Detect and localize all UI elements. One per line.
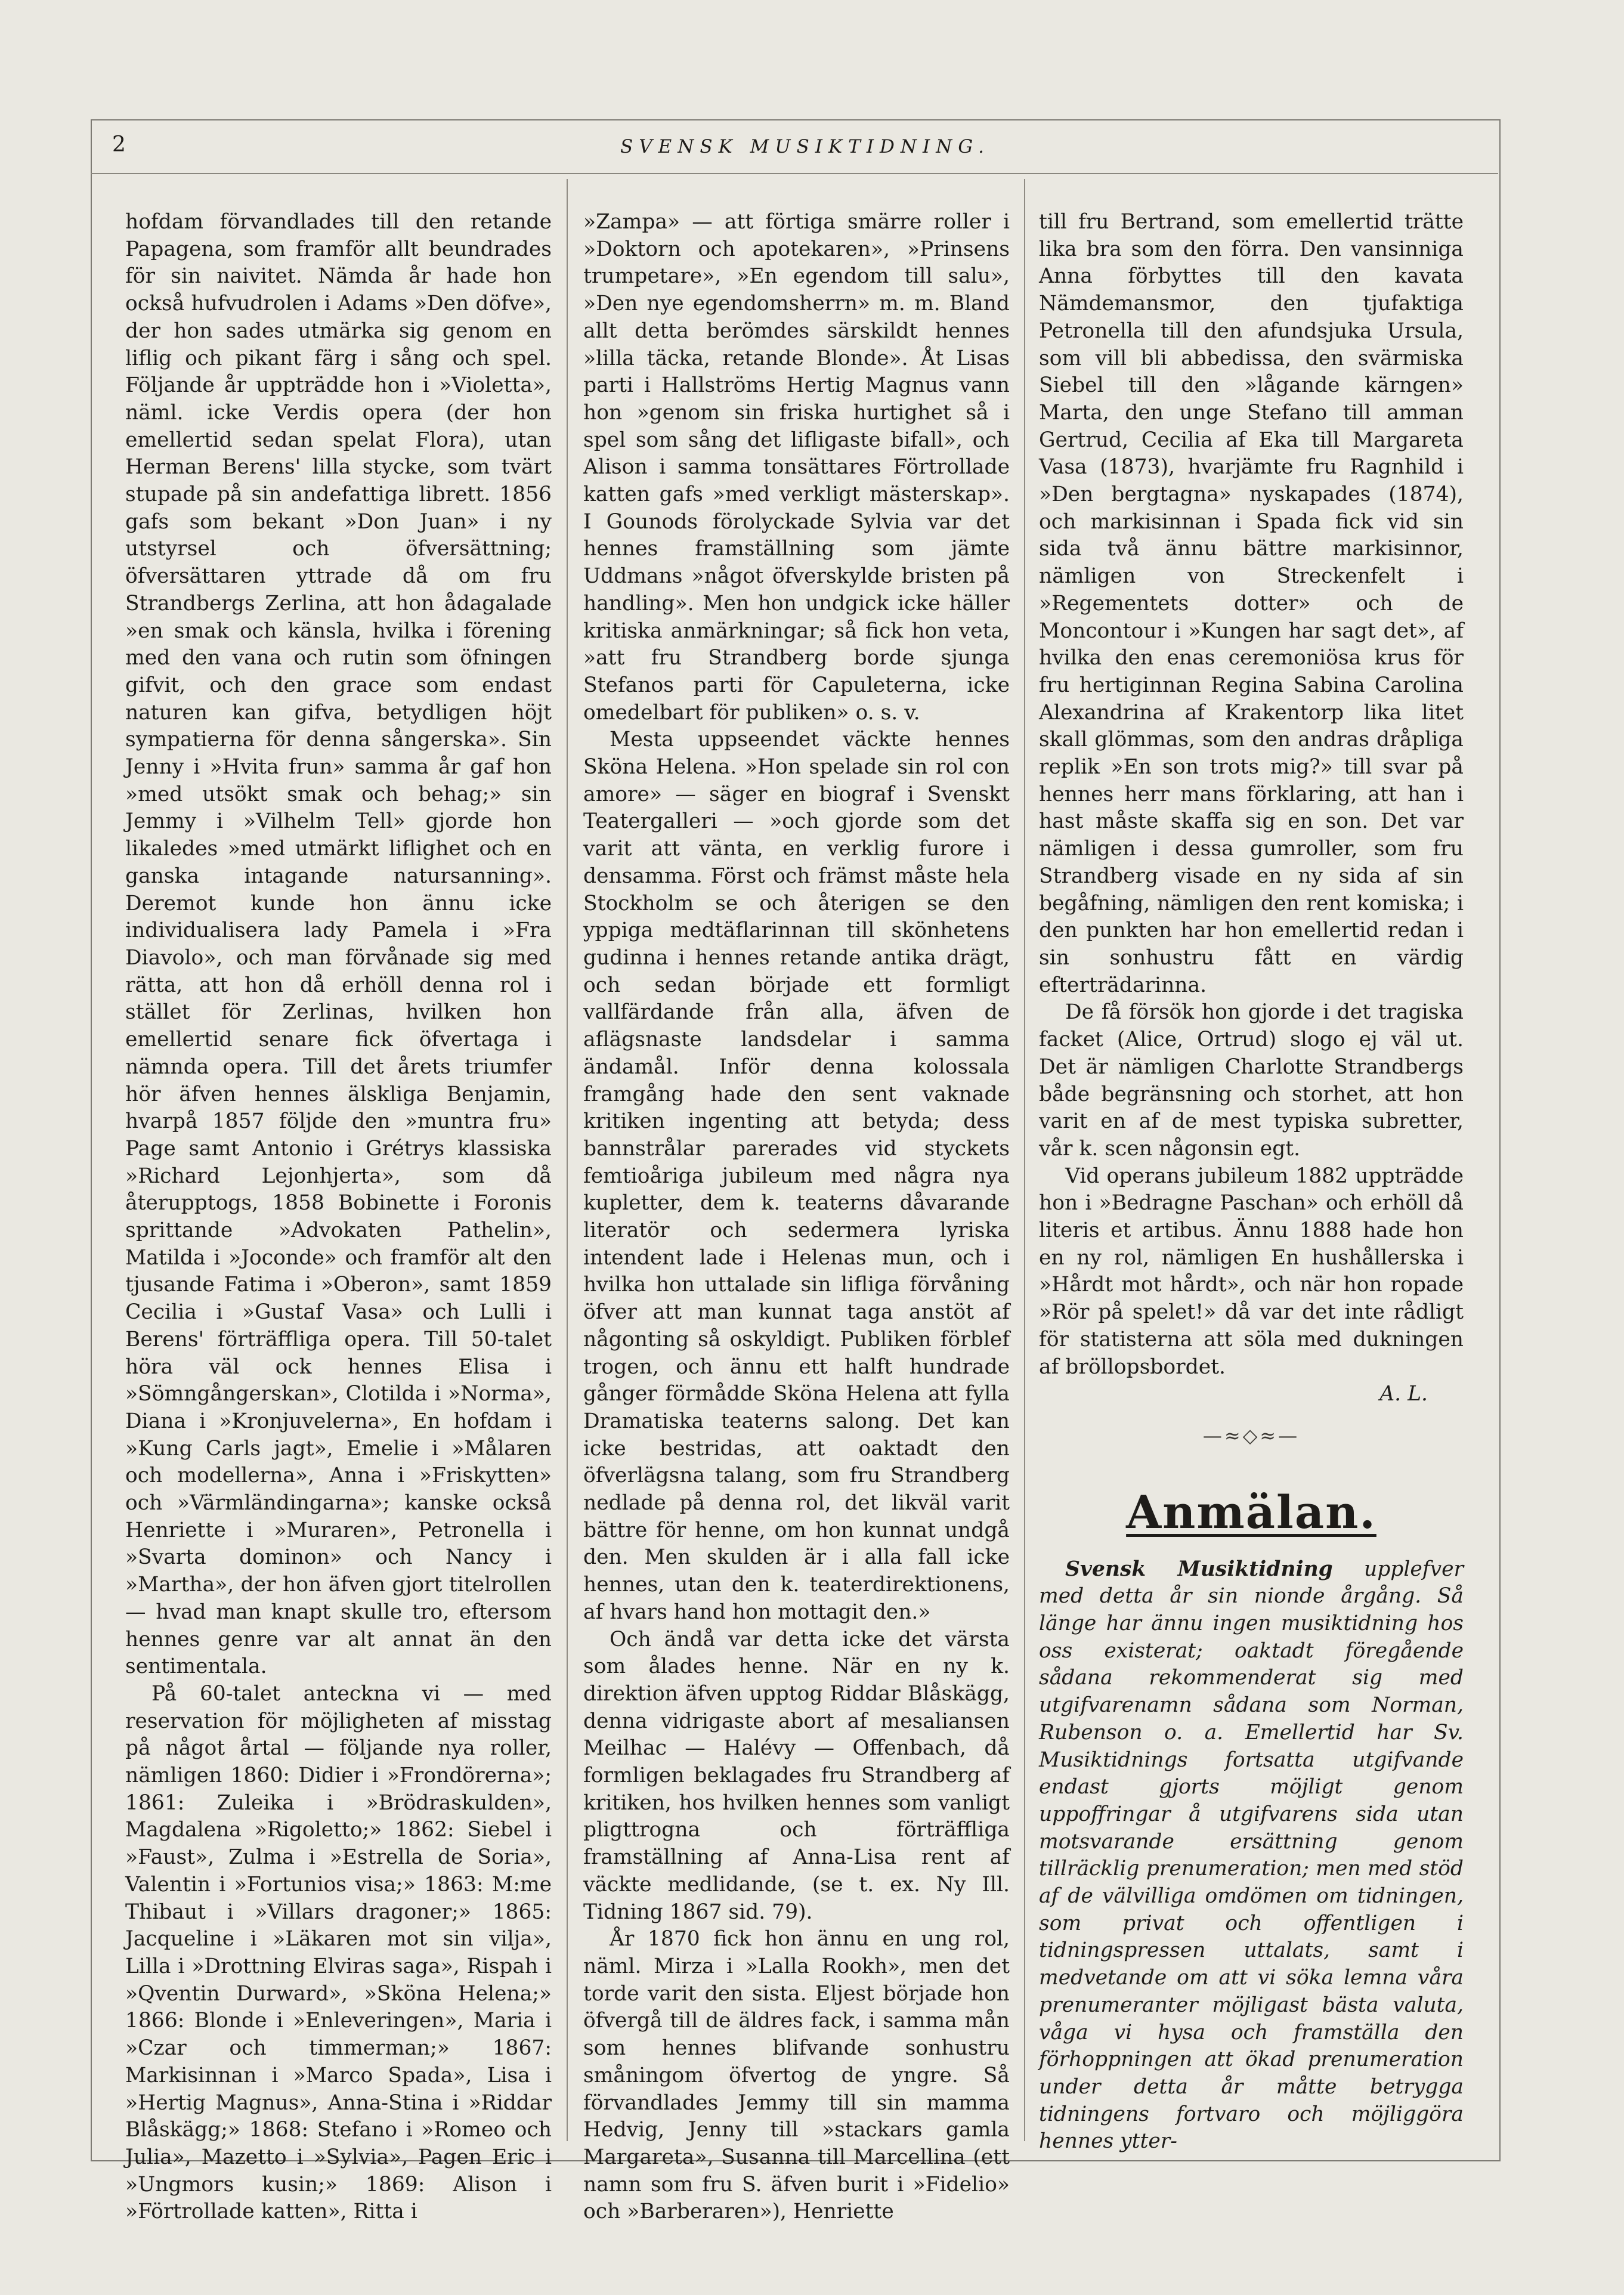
announcement-lead: Svensk Musiktidning xyxy=(1065,1557,1333,1581)
section-ornament: —≈◇≈— xyxy=(1202,1424,1300,1447)
header-rule xyxy=(91,173,1498,174)
column-2 xyxy=(583,209,1010,2224)
announcement-body: upplefver med detta år sin nionde årgång. Så länge har ännu ingen musiktidning hos oss existerat; oaktadt föregående sådana rekommenderat sig med utgifvarenamn sådana som Norman, Rubenson o. a. Emellertid har Sv. Musiktidnings fortsatta utgifvande endast gjorts möjligt genom uppoffringar å utgifvarens sida utan motsvarande ersättning genom tillräcklig prenumeration; men med stöd af de välvilliga omdömen om tidningen, som privat och offentligen i tidningspressen uttalats, samt i medvetande om att vi söka lemna våra prenumeranter möjligast bästa valuta, våga vi hysa och framställa den förhoppningen att ökad prenumeration under detta år måtte betrygga tidningens fortvaro och möjliggöra hennes ytter- xyxy=(1039,1557,1464,2154)
column-divider xyxy=(567,179,568,2141)
column-3 xyxy=(1039,209,1464,2154)
announcement-title: Anmälan. xyxy=(1126,1485,1376,1539)
article-paragraph: Vid operans jubileum 1882 uppträdde hon i »Bedragne Paschan» och erhöll då literis et artibus. Ännu 1888 hade hon en ny rol, nämligen En hushållerska i »Hårdt mot hårdt», och när hon ropade »Rör på spelet!» då var det inte rådligt för statisterna att söla med dukningen af bröllopsbordet. xyxy=(1039,1164,1464,1379)
article-paragraph: hofdam förvandlades till den retande Papagena, som framför allt beundrades för sin naivitet. Nämda år hade hon också hufvudrolen i Adams »Den döfve», der hon sades utmärka sig genom en liflig och pikant färg i sång och spel. Följande år uppträdde hon i »Violetta», näml. icke Verdis opera (der hon emellertid sedan spelat Flora), utan Herman Berens' lilla stycke, som tvärt stupade på sin andefattiga librett. 1856 gafs som bekant »Don Juan» i ny utstyrsel och öfversättning; öfversättaren yttrade då om fru Strandbergs Zerlina, att hon ådagalade »en smak och känsla, hvilka i förening med den vana och rutin som öfningen gifvit, och den grace som endast naturen kan gifva, betydligen höjt sympatierna för denna sångerska». Sin Jenny i »Hvita frun» samma år gaf hon »med utsökt smak och behag;» sin Jemmy i »Vilhelm Tell» gjorde hon likaledes »med utmärkt liflighet och en ganska intagande natursanning». Deremot kunde hon ännu icke individualisera lady Pamela i »Fra Diavolo», och man förvånade sig med rätta, att hon då erhöll denna rol i stället för Zerlinas, hvilken hon emellertid senare fick öfvertaga i nämnda opera. Till det årets triumfer hör äfven hennes älskliga Benjamin, hvarpå 1857 följde den »muntra fru» Page samt Antonio i Grétrys klassiska »Richard Lejonhjerta», som då återupptogs, 1858 Bobinette i Foronis sprittande »Advokaten Pathelin», Matilda i »Joconde» och framför alt den tjusande Fatima i »Oberon», samt 1859 Cecilia i »Gustaf Vasa» och Lulli i Berens' förträffliga opera. Till 50-talet höra väl ock hennes Elisa i »Sömngångerskan», Clotilda i »Norma», Diana i »Kronjuvelerna», En hofdam i »Kung Carls jagt», Emelie i »Målaren och modellerna», Anna i »Friskytten» och »Värmländingarna»; kanske också Henriette i »Muraren», Petronella i »Svarta dominon» och Nancy i »Martha», der hon äfven gjort titelrollen — hvad man knapt skulle tro, eftersom hennes genre var alt annat än den sentimentala. xyxy=(125,210,552,1679)
running-title: SVENSK MUSIKTIDNING. xyxy=(620,136,990,157)
article-paragraph: Mesta uppseendet väckte hennes Sköna Helena. »Hon spelade sin rol con amore» — säger en biograf i Svenskt Teatergalleri — »och gjorde som det varit att vänta, en verklig furore i densamma. Först och främst måste hela Stockholm se och återigen se den yppiga medtäflarinnan till skönhetens gudinna i hennes retande antika drägt, och sedan började ett formligt vallfärdande från alla, äfven de aflägsnaste landsdelar i samma ändamål. Inför denna kolossala framgång hade den sent vaknade kritiken ingenting att betyda; dess bannstrålar parerades vid styckets femtioåriga jubileum med några nya kupletter, dem k. teaterns dåvarande literatör och sedermera lyriska intendent lade i Helenas mun, och i hvilka hon uttalade sin lifliga förvåning öfver att man kunnat taga anstöt af någonting så oskyldigt. Publiken förblef trogen, och ännu ett halft hundrade gånger förmådde Sköna Helena att fylla Dramatiska teaterns salong. Det kan icke bestridas, att oaktadt den öfverlägsna talang, som fru Strandberg nedlade på denna rol, det likväl varit bättre för henne, om hon kunnat undgå den. Men skulden är i alla fall icke hennes, utan den k. teaterdirektionens, af hvars hand hon mottagit den.» xyxy=(583,728,1010,1624)
article-paragraph: till fru Bertrand, som emellertid trätte lika bra som den förra. Den vansinniga Anna förbyttes till den kavata Nämdemansmor, den tjufaktiga Petronella till den afundsjuka Ursula, som vill bli abbedissa, den svärmiska Siebel till den »lågande kärngen» Marta, den unge Stefano till amman Gertrud, Cecilia af Eka till Margareta Vasa (1873), hvarjämte fru Ragnhild i »Den bergtagna» nyskapades (1874), och markisinnan i Spada fick vid sin sida två ännu bättre markisinnor, nämligen von Streckenfelt i »Regementets dotter» och de Moncontour i »Kungen har sagt det», af hvilka den enas ceremoniösa krus för fru hertiginnan Regina Sabina Carolina Alexandrina af Krakentorp lika litet skall glömmas, som den andras dråpliga replik »En son trots mig?» till svar på hennes herr mans förklaring, att han i hast måste skaffa sig en son. Det var nämligen i dessa gumroller, som fru Strandberg visade en ny sida af sin begåfning, nämligen den rent komiska; i den punkten har hon emellertid redan i sin sonhustru fått en värdig efterträdarinna. xyxy=(1039,210,1464,997)
article-paragraph: De få försök hon gjorde i det tragiska facket (Alice, Ortrud) slogo ej väl ut. Det är nämligen Charlotte Strandbergs både begränsning och storhet, att hon varit en af de mest typiska subretter, vår k. scen någonsin egt. xyxy=(1039,1000,1464,1161)
column-divider xyxy=(1024,179,1025,2141)
article-paragraph: På 60-talet anteckna vi — med reservation för möjligheten af misstag på något årtal — följande nya roller, nämligen 1860: Didier i »Frondörerna»; 1861: Zuleika i »Brödraskulden», Magdalena »Rigoletto;» 1862: Siebel i »Faust», Zulma i »Estrella de Soria», Valentin i »Fortunios visa;» 1863: M:me Thibaut i »Villars dragoner;» 1865: Jacqueline i »Läkaren mot sin vilja», Lilla i »Drottning Elviras saga», Rispah i »Qventin Durward», »Sköna Helena;» 1866: Blonde i »Enleveringen», Maria i »Czar och timmerman;» 1867: Markisinnan i »Marco Spada», Lisa i »Hertig Magnus», Anna-Stina i »Riddar Blåskägg;» 1868: Stefano i »Romeo och Julia», Mazetto i »Sylvia», Pagen Eric i »Ungmors kusin;» 1869: Alison i »Förtrollade katten», Ritta i xyxy=(125,1681,552,2224)
article-paragraph: »Zampa» — att förtiga smärre roller i »Doktorn och apotekaren», »Prinsens trumpetare», »En egendom till salu», »Den nye egendomsherrn» m. m. Bland allt detta berömdes särskildt hennes »lilla täcka, retande Blonde». Åt Lisas parti i Hallströms Hertig Magnus vann hon »genom sin friska hurtighet så i spel som sång det lifligaste bifall», och Alison i samma tonsättares Förtrollade katten gafs »med verkligt mästerskap». I Gounods förolyckade Sylvia var det hennes framställning som jämte Uddmans »något öfverskylde bristen på handling». Men hon undgick icke häller kritiska anmärkningar; så fick hon veta, »att fru Strandberg borde sjunga Stefanos parti för Capuleterna, icke omedelbart för publiken» o. s. v. xyxy=(583,210,1010,725)
page-number: 2 xyxy=(112,132,126,157)
article-paragraph: Och ändå var detta icke det värsta som ålades henne. När en ny k. direktion äfven upptog Riddar Blåskägg, denna vidrigaste abort af mesaliansen Meilhac — Halévy — Offenbach, då formligen beklagades fru Strandberg af kritiken, hos hvilken hennes som vanligt pligttrogna och förträffliga framställning af Anna-Lisa rent af väckte medlidande, (se t. ex. Ny Ill. Tidning 1867 sid. 79). xyxy=(583,1627,1010,1924)
article-paragraph: År 1870 fick hon ännu en ung rol, näml. Mirza i »Lalla Rookh», men det torde varit den sista. Eljest började hon öfvergå till de äldres fack, i samma mån som hennes blifvande sonhustru småningom öfvertog de yngre. Så förvandlades Jemmy till sin mamma Hedvig, Jenny till »stackars gamla Margareta», Susanna till Marcellina (ett namn som fru S. äfven burit i »Fidelio» och »Barberaren»), Henriette xyxy=(583,1927,1010,2224)
column-1 xyxy=(125,209,552,2224)
author-signature: A. L. xyxy=(1379,1382,1428,1406)
announcement-text xyxy=(1039,1556,1464,2155)
